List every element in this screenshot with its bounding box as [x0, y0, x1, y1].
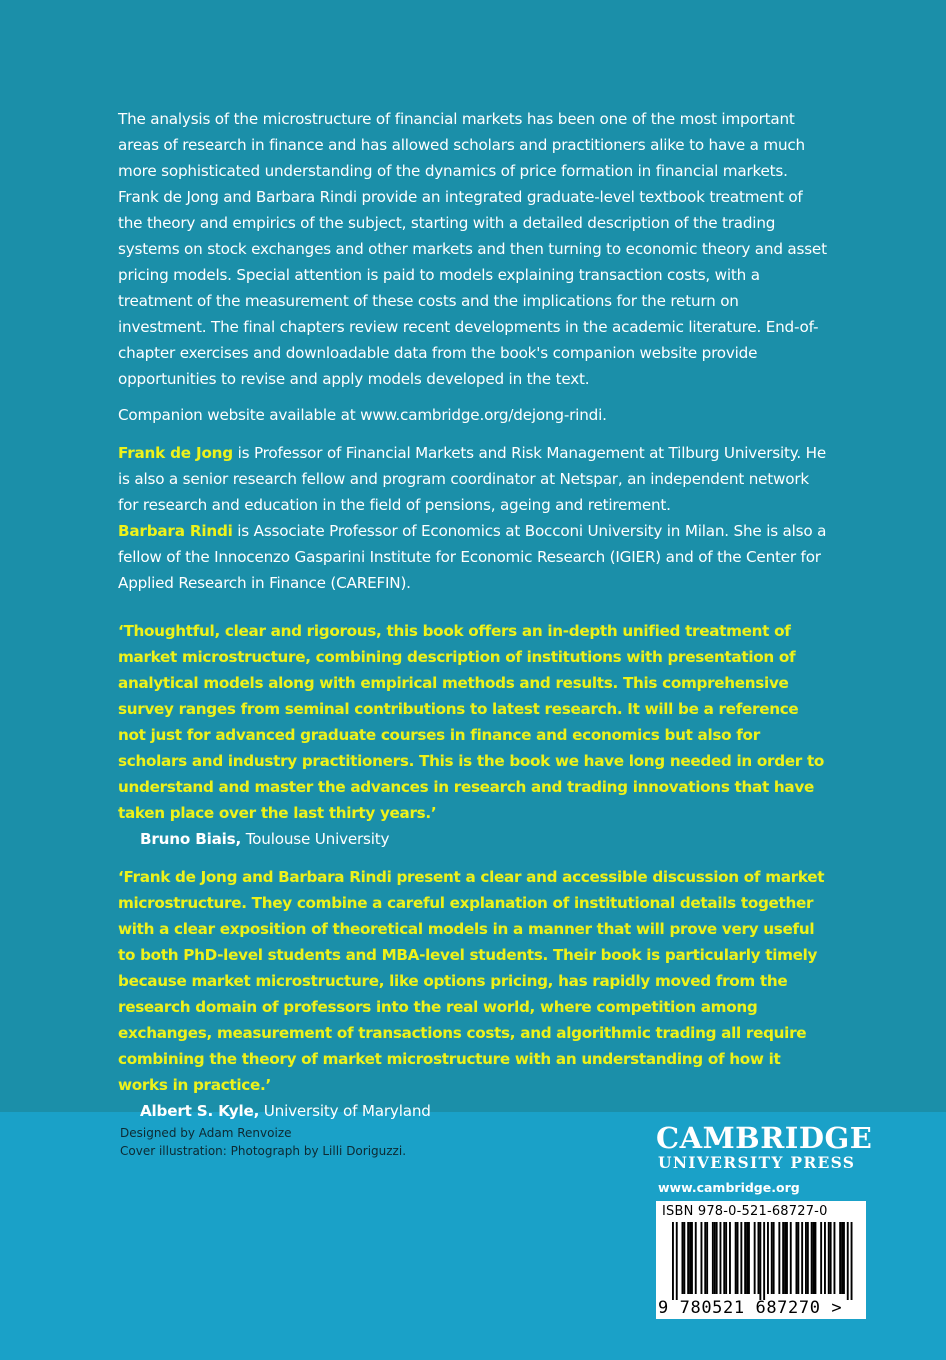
publisher-logo — [656, 1121, 873, 1195]
endorser-affiliation: Toulouse University — [241, 830, 390, 848]
barcode-digits: 9 780521 687270 > — [658, 1298, 843, 1318]
author-bio-rindi — [118, 518, 830, 596]
author-bio-text: is Professor of Financial Markets and Risk Management at Tilburg University. He is also a senior research fellow and program coordinator at Netspar, an independent network for research and education in the field of pensions, ageing and retirement. — [118, 444, 826, 514]
cover-credits — [120, 1124, 406, 1160]
designer-credit: Designed by Adam Renvoize — [120, 1126, 292, 1140]
isbn-barcode — [656, 1201, 866, 1319]
illustration-credit: Cover illustration: Photograph by Lilli Doriguzzi. — [120, 1144, 407, 1158]
author-name: Frank de Jong — [118, 444, 233, 462]
endorsement-quote-biais: ‘Thoughtful, clear and rigorous, this book offers an in-depth unified treatment of market microstructure, combining description of institutions with presentation of analytical models along with empirical methods and results. This comprehensive survey ranges from seminal contributions to latest research. It will be a reference not just for advanced graduate courses in finance and economics but also for scholars and industry practitioners. This is the book we have long needed in order to understand and master the advances in research and trading innovations that have taken place over the last thirty years.’ — [118, 622, 825, 822]
author-bio-de-jong — [118, 440, 830, 518]
endorsement-attribution-biais — [118, 826, 830, 852]
endorser-name: Bruno Biais, — [140, 830, 242, 848]
publisher-url: www.cambridge.org — [658, 1180, 800, 1195]
publisher-subtitle: UNIVERSITY PRESS — [658, 1153, 856, 1172]
publisher-name: CAMBRIDGE — [656, 1121, 873, 1155]
endorser-affiliation: University of Maryland — [259, 1102, 431, 1120]
endorsement-quote-kyle: ‘Frank de Jong and Barbara Rindi present a clear and accessible discussion of market microstructure. They combine a careful explanation of institutional details together with a clear exposition of theoretical models in a manner that will prove very useful to both PhD-level students and MBA-level students. Their book is particularly timely because market microstructure, like options pricing, has rapidly moved from the research domain of professors into the real world, where competition among exchanges, measurement of transactions costs, and algorithmic trading all require combining the theory of market microstructure with an understanding of how it works in practice.’ — [118, 868, 825, 1094]
blurb-paragraph: The analysis of the microstructure of financial markets has been one of the most important areas of research in finance and has allowed scholars and practitioners alike to have a much more sophisticated understanding of the dynamics of price formation in financial markets. Frank de Jong and Barbara Rindi provide an integrated graduate-level textbook treatment of the theory and empirics of the subject, starting with a detailed description of the trading systems on stock exchanges and other markets and then turning to economic theory and asset pricing models. Special attention is paid to models explaining transaction costs, with a treatment of the measurement of these costs and the implications for the return on investment. The final chapters review recent developments in the academic literature. End-of-chapter exercises and downloadable data from the book's companion website provide opportunities to revise and apply models developed in the text. — [118, 110, 827, 388]
companion-website-note: Companion website available at www.cambridge.org/dejong-rindi. — [118, 406, 607, 424]
endorser-name: Albert S. Kyle, — [140, 1102, 260, 1120]
barcode-icon — [656, 1222, 866, 1300]
author-name: Barbara Rindi — [118, 522, 233, 540]
author-bio-text: is Associate Professor of Economics at Bocconi University in Milan. She is also a fellow of the Innocenzo Gasparini Institute for Economic Research (IGIER) and of the Center for Applied Research in Finance (CAREFIN). — [118, 522, 827, 592]
isbn-label: ISBN 978-0-521-68727-0 — [662, 1204, 828, 1219]
back-cover-text — [118, 106, 830, 1124]
